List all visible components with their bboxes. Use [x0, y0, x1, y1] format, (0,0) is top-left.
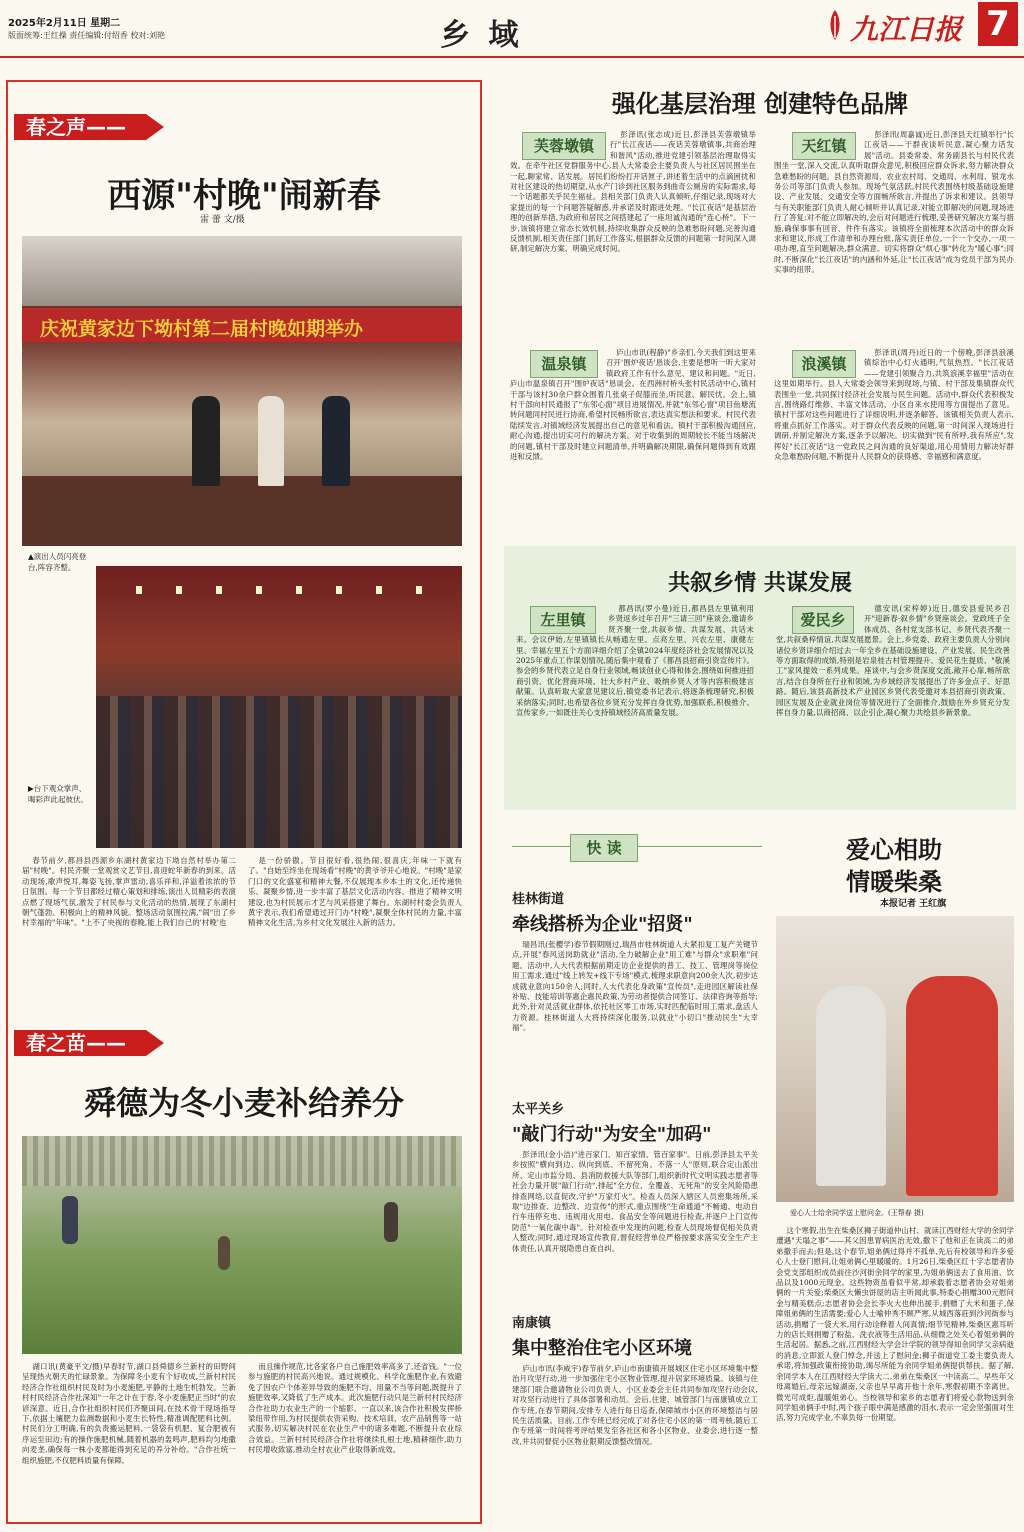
caption-stage: ▲演出人员闪亮登台,阵容齐整。	[28, 552, 87, 572]
banner-text: 庆祝黄家边下坳村第二届村晚如期举办	[40, 318, 364, 340]
love-title-2: 情暖柴桑	[846, 867, 942, 896]
love-text: 这个寒假,出生在柴桑区狮子街道仲山村、就读江西财经大学的余同学遭遇"天塌之事"——其父因患胃病医治无效,撒下了他和正在读高二的弟弟撒手而去;但是,这个春节,姐弟俩过得并不孤单,先后有校领导和许多爱心人士登门慰问,让姐弟俩心里暖暖的。1月26日,柴桑区红十字志愿者协会党支部组织成员前往沙河街余同学的家里,为姐弟俩送去了食用油、饮品以及1000元现金。这些物资虽看似平常,却承载着志愿者协会对姐弟俩的一片关爱;柴桑区大懒虫饼屋的店主听闻此事,特委心捐赠300元慰问金与精美糕点;志愿者协会会长李火大也伸出援手,捐赠了大米和蛋子,保障姐弟俩的生活需要;爱心人士喻仲秀不顾严寒,从城西落莊到沙河街参与活动,捐赠了一袋大米,用行动诠释着人间真情;细节见精神,柴桑区惠耳听力的店长则捐赠了粉盐、洗衣液等生活用品,从细微之处关心着姐弟俩的生活起居。据悉,之前,江西财经大学会计学院的领导得知余同学父亲病逝的消息,立即派人登门悼念,并送上了慰问金;狮子街道党工委主要负责人承诺,将加强政策衔接协助,竭尽所能为余同学姐弟俩提供帮扶。据了解,余同学本人在江西财经大学读大二,弟弟在柴桑区一中读高二。早些年父母离婚后,母亲远嫁湖南,父亲也早早离开他十余年,寒假初期不幸离世。微光可成炬,温暖姐弟心。当校领导和家乡的志愿者们将爱心款物送到余同学姐弟俩手中时,两个孩子眼中满是感激的泪水,表示一定会坚强面对生活,努力完成学业,不辜负每一份期望。	[776, 1226, 1014, 1423]
float-spacer	[774, 348, 864, 378]
float-spacer	[516, 604, 608, 634]
body-wheat-col1: 湖口讯(黄豪平文/摄)早春时节,湖口县舜德乡兰新村的田野间呈现热火朝天的忙碌景象。为保障冬小麦有个好收成,兰新村村民经济合作社组织村民及时为小麦施肥,平静的土地生机勃发。兰新村村民经济合作社深知"一年之计在于春,冬小麦施肥正当时"的农谚深意。近日,合作社组织村民们齐聚田间,在技术骨干现场指导下,依据土壤肥力监测数据和小麦生长特性,精准调配肥料比例。村民们分工明确,有的负责搬运肥料,一袋袋有机肥、复合肥被有序运至田边;有的操作施肥机械,随着机器的轰鸣声,肥料均匀地撒向麦垄,确保每一株小麦都能得到充足的养分补给。"合作社统一组织施肥,不仅肥料质量有保障,	[22, 1362, 236, 1465]
zuoli-text: 都昌讯(罗小曼)近日,都昌县左里镇利用乡贤返乡过年召开"三请三回"座谈会,邀请乡贤齐聚一堂,共叙乡情、共谋发展、共话未来。会议伊始,左里镇镇长从畅通左里、点亮左里、兴农左里、康健左里、幸福左里五个方面详细介绍了全镇2024年度经济社会发展情况以及2025年重点工作谋划情况,随后集中观看了《都昌县招商引资宣传片》。参会的乡贤代表立足自身行业领域,畅谈创业心得和体会,围绕如何推进招商引资、优化营商环境、壮大乡村产业、吸纳乡贤人才等内容积极建言献策。认真听取大家意见建议后,镇党委书记表示,将逐条梳理研究,积极采纳落实;同时,也希望各位乡贤充分发挥自身优势,加强联系,积极推介、宣传家乡,一如既往关心支持镇域经济高质量发展。	[516, 604, 754, 718]
headline-governance: 强化基层治理 创建特色品牌	[611, 89, 909, 118]
langxi-text: 彭泽讯(周丹)近日的一个傍晚,彭泽县浪溪镇综治中心灯火通明,气氛热烈。"长江夜话——党建引领聚合力,共筑浪溪幸福里"活动在这里如期举行。县人大常委会领导来到现场,与镇、村干部及集镇群众代表围坐一堂,共同探讨经济社会发展与民生问题。活动中,群众代表积极发言,围绕路灯维修、丰富文体活动、小区自来水使用等方面提出了意见。镇村干部对这些问题进行了详细说明,并逐条解答。该镇相关负责人表示,将重点抓好工作落实。对于群众代表反映的问题,第一时间深入现场进行调研,并制定解决方案,逐条予以解决。切实做到"民有所呼,我有所应",发挥好"长江夜话"这一党政民之间沟通的良好渠道,用心用情用力解决好群众急难愁盼问题,不断提升人民群众的获得感、幸福感和满意度。	[774, 348, 1014, 462]
wenquan-text: 庐山市讯(程静)"乡亲们,今天我们到这里来召开'围炉夜话'恳谈会,主要是想听一听大家对镇政府工作有什么意见、建议和问题。"近日,庐山市温泉镇召开"围炉夜话"恳谈会。在西洲村桥头张村民活动中心,镇村干部与该村30余户群众围着几张桌子促膝而坐,听民意、解民忧。会上,镇村干部向村民通报了"东邻心窗"项目进展情况,并就"东邻心窗"项目鱼塘流转问题同村民进行协商,希望村民畅所欲言,表达真实想法和要求。村民代表陆续发言,对镇域经济发展提出自己的意见和看法。镇村干部积极沟通回应,耐心沟通,提出切实可行的解决方案。对于收集到的周期较长不能当场解决的问题,镇村干部及时建立问题清单,并明确解决期限,确保问题得到有效跟进和反馈。	[510, 348, 756, 462]
ceiling-lights	[136, 586, 426, 594]
item3-place: 南康镇	[512, 1316, 552, 1331]
volunteer-figure	[906, 976, 998, 1196]
item1-place: 桂林街道	[512, 892, 565, 907]
item3-text: 庐山市讯(李威宇)春节前夕,庐山市南康镇开展城区住宅小区环境集中整治月攻坚行动,进一步加强住宅小区物业管理,提升居家环境质量。该镇与住建部门联合邀请物业公司负责人、小区业委会主任共同参加攻坚行动会议,对攻坚行动进行了具体部署和动员。会后,住建、城管部门与南康镇成立工作专班,在春节期间,安排专人进行每日巡查,保障城市小区的环境整洁与居民生活质量。目前,工作专班已经完成了对各住宅小区的第一周考核,随后工作专班第一时间将考评结果发至各社区和各小区物业、业委会,进行逐一整改,并共同督促小区物业限期反馈整改情况。	[512, 1364, 758, 1446]
stage-floor	[22, 476, 462, 546]
tianhong-text: 彭泽讯(周嘉诚)近日,彭泽县天红镇举行"长江夜话——干群夜谈听民意,凝心聚力话发展"活动。县委常委、常务副县长与村民代表围坐一堂,深入交流,认真听取群众意见,积极回应群众诉求,努力解决群众急难愁盼的问题。县自然资源局、农业农村局、交通局、水利局、银龙水务公司等部门负责人参加。现场气氛活跃,村民代表围绕村级基础设施建设、产业发展、交通安全等方面畅所欲言,并提出了诉求和建议。县领导与有关职能部门负责人耐心倾听并认真记录,对能立即解决的问题,现场进行了答复;对不能立即解决的,会后对问题进行梳理,妥善研究解决方案与措施,确保事事有回音、件件有落实。该镇将全面梳理本次活动中的群众诉求和建议,形成工作清单和办理台账,落实责任单位,一个一个交办,一项一项办理,直至问题解决,群众满意。切实将群众"烦心事"转化为"暖心事";同时,不断深化"长江夜话"的内涵和外延,让"长江夜话"成为党员干部为民办实事的纽带。	[774, 130, 1014, 275]
tag-tianhong: 天红镇	[792, 132, 856, 160]
body-gala-col1: 春节前夕,都昌县西源乡东湖村黄家边下坳自然村举办第二届"村晚"。村民齐聚一堂观赏文艺节目,喜迎蛇年新春的到来。活动现场,歌声悦耳,舞姿飞扬,掌声雷动,喜乐祥和,洋溢着浓浓的节日氛围。每一个节目都经过精心策划和排练,演出人员精彩的表演点燃了现场气氛,激发了村民参与文化活动的热情,展现了东湖村朝气蓬勃、积极向上的精神风貌。整场活动氛围拉满,"闹"出了乡村幸福的"年味"。"上不了央视的春晚,能上我们自己的'村晚'也	[22, 856, 236, 928]
farmer-3	[384, 1202, 398, 1242]
quick-read-label: 快 读	[570, 834, 638, 862]
masthead	[0, 0, 1024, 60]
aimin-text: 德安讯(宋梓婷)近日,德安县爱民乡召开"迎新春·叙乡情"乡贤座谈会。党政班子全体成员、各村党支部书记、乡贤代表齐聚一堂,共叙桑梓情谊,共谋发展愿景。会上,乡党委、政府主要负责人分别向诸位乡贤详细介绍过去一年全乡在基础设施建设、产业发展、民生改善等方面取得的成绩,特别是岩泉桂古村管理提升、爱民花生提质、"敬溪工"家风提效一系列成果。座谈中,与会乡贤深度交流,敞开心扉,畅所欲言,结合自身所在行业和领域,为乡域经济发展提出了许多金点子、好思路。随后,该县高新技术产业园区乡贤代表受邀对本县招商引资政策、园区发展及企业就业岗位等情况进行了全面推介,鼓励在外乡贤充分发挥自身力量,以商招商、以企引企,凝心聚力共绘县乡新景象。	[776, 604, 1010, 718]
item1-title: 牵线搭桥为企业"招贤"	[512, 914, 693, 935]
audience-photo	[96, 566, 462, 848]
performer-1	[192, 396, 220, 486]
article-title-village-gala: 西源"村晚"闹新春	[107, 176, 381, 216]
wheat-logo-icon	[822, 8, 848, 42]
love-byline: 本报记者 王红旗	[880, 899, 947, 909]
tag-aimin: 爱民乡	[792, 606, 854, 634]
paper-name: 九江日报	[850, 13, 963, 46]
farmer-1	[62, 1196, 78, 1244]
float-spacer	[776, 604, 864, 634]
love-photo	[776, 916, 1014, 1202]
item2-title: "敲门行动"为安全"加码"	[512, 1124, 712, 1145]
float-spacer	[774, 130, 864, 160]
performer-2	[258, 396, 284, 486]
spring-sprout-bar: 春之苗——	[14, 1030, 146, 1056]
spring-voice-bar: 春之声——	[14, 114, 146, 140]
body-wheat-col2: 而且操作规范,比各家各户自己施肥效率高多了,还省钱。"一位参与施肥的村民高兴地说。通过规模化、科学化施肥作业,有效避免了因农户个体差异导致的施肥不均、用量不当等问题,既提升了施肥效率,又降低了生产成本。此次施肥行动只是兰新村村民经济合作社助力农业生产的一个缩影。一直以来,该合作社积极发挥桥梁纽带作用,为村民提供农资采购、技术培训、农产品销售等一站式服务,切实解决村民在农业生产中的诸多难题,不断提升农业综合效益。兰新村村民经济合作社将继续扎根土地,精耕细作,助力村民增收致富,推动全村农业产业取得新成效。	[248, 1362, 462, 1455]
caption-audience: ▶台下观众掌声、喝彩声此起彼伏。	[28, 784, 88, 804]
byline: 雷 蕾 文/摄	[200, 215, 245, 225]
love-caption: 爱心人士给余同学送上慰问金。(王帮春 摄)	[790, 1209, 924, 1217]
stage-ceiling	[22, 236, 462, 306]
tag-furong: 芙蓉墩镇	[522, 132, 606, 160]
love-title-1: 爱心相助	[846, 835, 942, 864]
article-title-wheat: 舜德为冬小麦补给养分	[83, 1084, 404, 1122]
tag-wenquan: 温泉镇	[530, 350, 598, 378]
headline-hometown: 共叙乡情 共谋发展	[668, 570, 852, 596]
item3-title: 集中整治住宅小区环境	[512, 1338, 692, 1359]
body-gala-col2: 是一份骄傲。节目很好看,很热闹,很喜庆,年味一下就有了。"自始至终坐在现场看"村晚"的黄爷爷开心地说。"村晚"是家门口的文化盛宴和精神大餐,不仅展现本乡本土的文化,还传递快乐、凝聚乡情,进一步丰富了基层文化活动内容、推进了精神文明建设,也为村民展示才艺与风采搭建了舞台。东湖村村委会负责人黄宇表示,我们希望通过开门办"村晚",凝聚全体村民的力量,丰富精神文化生活,为乡村文化发展注入新的活力。	[248, 856, 462, 928]
farmer-2	[218, 1236, 230, 1270]
item2-text: 彭泽讯(金小洁)"进百家门、知百家情、管百家事"。日前,彭泽县太平关乡按照"横向到边、纵向到底、不留死角、不落一人"原则,联合定山派出所、定山市监分局、县消防救援大队等部门,组织新时代文明实践志愿者等社会力量开展"敲门行动",排起"全方位、全覆盖、无死角"的安全风险隐患排查网络,以直促改,守护"万家灯火"。检查人员深入辖区人员密集场所,采取"边排查、边整改、边宣传"的形式,重点围绕"生命通道"不畅通、电动自行车违停充电、违规用火用电、食品安全等问题进行检查,并逐户上门宣传防范"一氧化碳中毒"。针对检查中发现的问题,检查人员现场督促相关负责人整改;同时,通过现场宣传教育,督促经营单位严格按要求落实安全生产主体责任,认真开展隐患自查自纠。	[512, 1150, 758, 1253]
float-spacer	[510, 348, 606, 378]
page-number: 7	[978, 2, 1018, 46]
wheat-field-photo	[22, 1136, 462, 1354]
stage-photo	[22, 236, 462, 546]
tag-langxi: 浪溪镇	[792, 350, 856, 378]
performer-3	[322, 396, 350, 486]
item1-text: 瑞昌讯(张樱学)春节假期刚过,瑞昌市桂林街道人大紧扣复工复产关键节点,开展"春风送岗助就业"活动,全力破解企业"用工难"与群众"求职难"问题。活动中,人大代表根据前期走访企业提供的普工、技工、管理岗等岗位用工需求,通过"线上转发+线下专场"模式,梳理求职意向200余人次,初步达成就业意向150余人;同时,人大代表化身政策"宣传员",走进园区解读社保补贴、技能培训等惠企惠民政策,为劳动者提供合同签订、法律咨询等指导;此外,针对灵活就业群体,依托社区零工市场,实时匹配临时用工需求,盘活人力资源。桂林街道人大将持续深化服务,以就业"小切口"推动民生"大幸福"。	[512, 940, 758, 1033]
tag-zuoli: 左里镇	[530, 606, 596, 634]
float-spacer	[510, 130, 610, 160]
audience-rows	[96, 696, 462, 848]
date: 2025年2月11日 星期二	[8, 18, 121, 29]
tree-line	[22, 1136, 462, 1186]
editors: 版面统筹:王红操 责任编辑:付绍香 校对:刘艳	[8, 31, 166, 40]
section-title: 乡 域	[440, 18, 523, 53]
furong-text: 彭泽讯(张志成)近日,彭泽县芙蓉墩镇举行"长江夜话——夜话芙蓉墩镇事,共商治理和谐风"活动,推进党建引领基层治理取得实效。在牵牛社区党群服务中心,县人大常委会主要负责人与社区居民围坐在一起,聊家常、话发展。居民们纷纷打开话匣子,讲述着生活中的点滴困扰和对社区建设的热切期望,从水产门诊到社区服务到曲奇公厕房的实际需求,每一个话题都关乎民生福祉。县相关部门负责人认真倾听,仔细记录,现场对大家提出的每一个问题答疑解惑,并承诺及时跟进处理。"长江夜话"是基层治理的创新举措,为政府和居民之间搭建起了一座坦诚沟通的"连心桥"。下一步,该镇将建立常态长效机制,持续收集群众反映的急难愁盼问题,完善沟通反馈机制,相关责任部门抓好工作落实,根据群众反馈的问题第一时间深入调研,制定解决方案、明确完成时间。	[510, 130, 756, 254]
item2-place: 太平关乡	[512, 1102, 565, 1117]
student-figure	[816, 986, 886, 1186]
